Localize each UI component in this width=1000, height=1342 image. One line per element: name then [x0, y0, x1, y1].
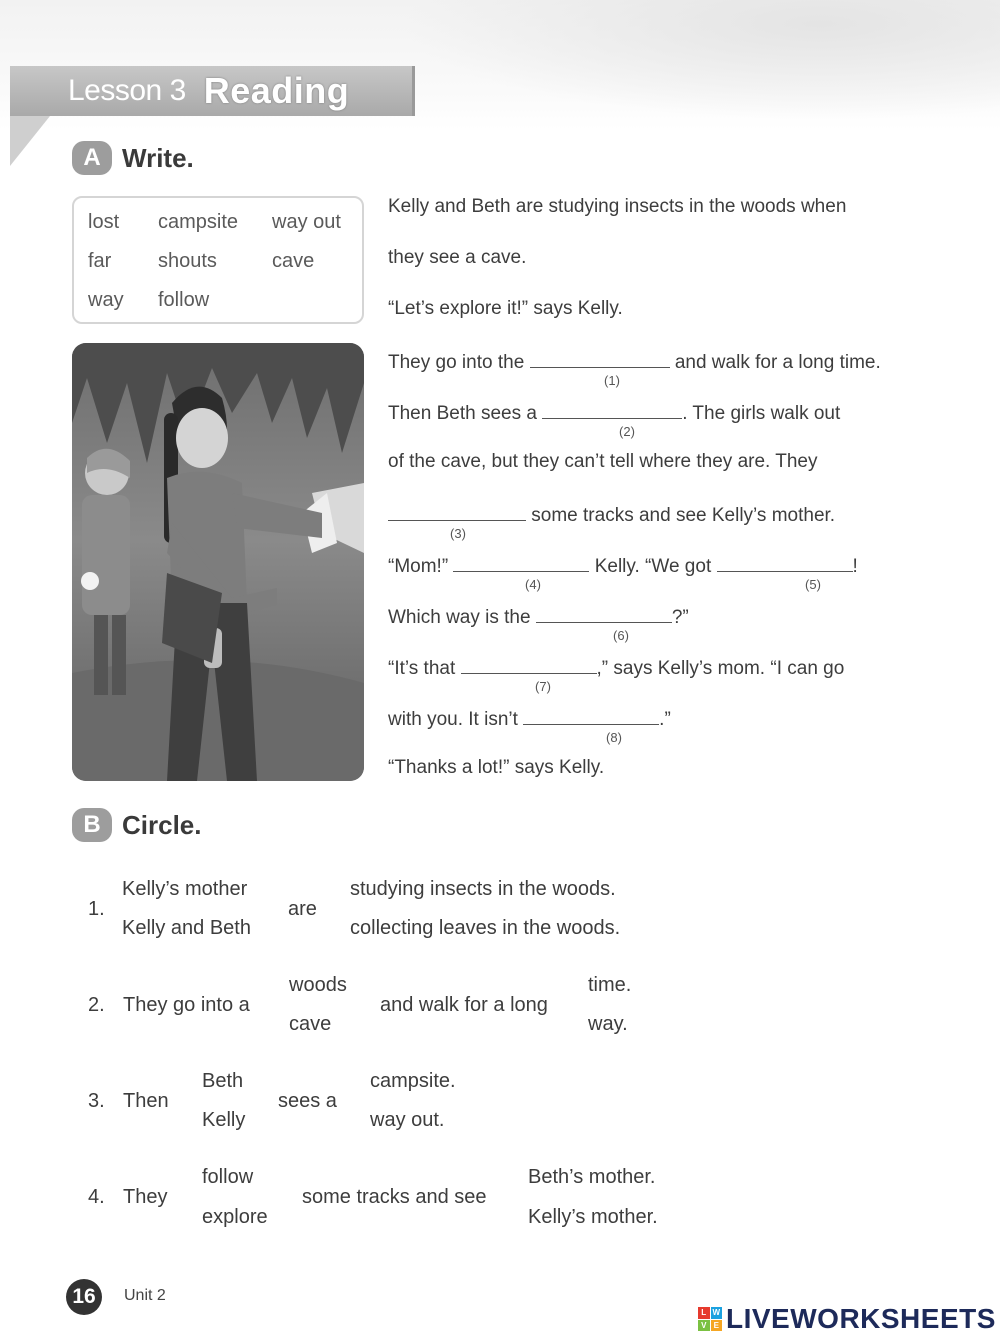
- circle-option[interactable]: campsite.: [370, 1070, 456, 1092]
- blank-1[interactable]: [530, 349, 670, 368]
- story-text: . The girls walk out: [682, 403, 841, 424]
- story-line-2: they see a cave.: [388, 247, 527, 268]
- circle-option[interactable]: way out.: [370, 1109, 445, 1131]
- story-line-8: [388, 553, 858, 578]
- blank-8[interactable]: [523, 706, 659, 725]
- blank-number: (5): [805, 577, 821, 592]
- story-text: ,” says Kelly’s mom. “I can go: [596, 658, 845, 679]
- question-number: 2.: [88, 994, 105, 1016]
- story-text: Which way is the: [388, 607, 531, 628]
- sentence-text: are: [288, 898, 317, 920]
- blank-4[interactable]: [453, 553, 589, 572]
- story-text: “Mom!”: [388, 556, 449, 577]
- blank-3[interactable]: [388, 502, 526, 521]
- section-b-heading: [72, 808, 202, 842]
- circle-option[interactable]: Kelly’s mother: [122, 878, 248, 900]
- blank-number: (3): [450, 526, 466, 541]
- question-number: 4.: [88, 1186, 105, 1208]
- section-a-label: Write.: [122, 142, 194, 173]
- story-line-3: “Let’s explore it!” says Kelly.: [388, 298, 623, 319]
- story-line-9: [388, 604, 689, 629]
- circle-option[interactable]: woods: [289, 974, 347, 996]
- sentence-text: They: [123, 1186, 168, 1208]
- section-b-badge: B: [72, 808, 112, 842]
- story-text: They go into the: [388, 352, 525, 373]
- story-line-6: of the cave, but they can’t tell where they are. They: [388, 451, 818, 472]
- circle-option[interactable]: Kelly and Beth: [122, 917, 251, 939]
- section-a-badge: A: [72, 141, 112, 175]
- unit-label: Unit 2: [124, 1287, 166, 1304]
- liveworksheets-logo: [698, 1303, 996, 1335]
- circle-option[interactable]: Kelly’s mother.: [528, 1206, 658, 1228]
- lesson-number: Lesson 3: [68, 74, 186, 107]
- word-bank-item: way out: [272, 211, 341, 233]
- logo-grid-letter: V: [698, 1320, 710, 1332]
- word-bank-item: lost: [88, 211, 120, 233]
- sentence-text: Then: [123, 1090, 169, 1112]
- word-bank-item: cave: [272, 250, 315, 272]
- story-text: with you. It isn’t: [388, 709, 518, 730]
- story-text: and walk for a long time.: [674, 352, 881, 373]
- question-number: 3.: [88, 1090, 105, 1112]
- story-line-5: [388, 400, 840, 425]
- logo-grid-icon: [698, 1307, 722, 1331]
- word-bank-item: way: [88, 289, 124, 311]
- circle-option[interactable]: Kelly: [202, 1109, 246, 1131]
- story-text: .”: [659, 709, 671, 730]
- blank-7[interactable]: [461, 655, 597, 674]
- circle-option[interactable]: Beth’s mother.: [528, 1166, 656, 1188]
- section-b-label: Circle.: [122, 809, 202, 840]
- story-text: some tracks and see Kelly’s mother.: [531, 505, 836, 526]
- cave-illustration: [72, 343, 364, 781]
- circle-option[interactable]: collecting leaves in the woods.: [350, 917, 621, 939]
- logo-text: LIVEWORKSHEETS: [726, 1303, 996, 1334]
- story-line-11: [388, 706, 671, 731]
- sentence-text: and walk for a long: [380, 994, 548, 1016]
- blank-2[interactable]: [542, 400, 682, 419]
- page-number: 16: [66, 1279, 102, 1315]
- story-text: Kelly. “We got: [594, 556, 712, 577]
- word-bank-item: follow: [158, 289, 210, 311]
- logo-grid-letter: L: [698, 1307, 710, 1319]
- circle-option[interactable]: studying insects in the woods.: [350, 878, 616, 900]
- header-wedge: [10, 116, 50, 166]
- blank-number: (6): [613, 628, 629, 643]
- blank-number: (8): [606, 730, 622, 745]
- blank-number: (4): [525, 577, 541, 592]
- word-bank-item: far: [88, 250, 112, 272]
- circle-option[interactable]: explore: [202, 1206, 268, 1228]
- lesson-header: [10, 66, 415, 116]
- sentence-text: They go into a: [123, 994, 250, 1016]
- blank-number: (2): [619, 424, 635, 439]
- word-bank-item: shouts: [158, 250, 217, 272]
- story-text: ?”: [671, 607, 689, 628]
- logo-grid-letter: E: [711, 1320, 723, 1332]
- question-number: 1.: [88, 898, 105, 920]
- word-bank-item: campsite: [158, 211, 239, 233]
- logo-grid-letter: W: [712, 1308, 721, 1317]
- story-line-7: [388, 502, 835, 527]
- sentence-text: sees a: [278, 1090, 337, 1112]
- circle-option[interactable]: time.: [588, 974, 632, 996]
- circle-option[interactable]: way.: [588, 1013, 628, 1035]
- story-line-12: “Thanks a lot!” says Kelly.: [388, 757, 605, 778]
- story-text: Then Beth sees a: [388, 403, 537, 424]
- story-text: “It’s that: [388, 658, 456, 679]
- section-a-heading: [72, 141, 194, 175]
- story-line-4: [388, 349, 881, 374]
- blank-number: (1): [604, 373, 620, 388]
- story-line-1: Kelly and Beth are studying insects in the woods when: [388, 196, 847, 217]
- circle-option[interactable]: cave: [289, 1013, 332, 1035]
- story-line-10: [388, 655, 844, 680]
- blank-5[interactable]: [717, 553, 853, 572]
- lesson-title: Reading: [203, 70, 350, 111]
- cave-scene-graphic: [72, 343, 364, 781]
- circle-option[interactable]: Beth: [202, 1070, 244, 1092]
- blank-6[interactable]: [536, 604, 672, 623]
- circle-option[interactable]: follow: [202, 1166, 254, 1188]
- blank-number: (7): [535, 679, 551, 694]
- story-text: !: [852, 556, 858, 577]
- sentence-text: some tracks and see: [302, 1186, 487, 1208]
